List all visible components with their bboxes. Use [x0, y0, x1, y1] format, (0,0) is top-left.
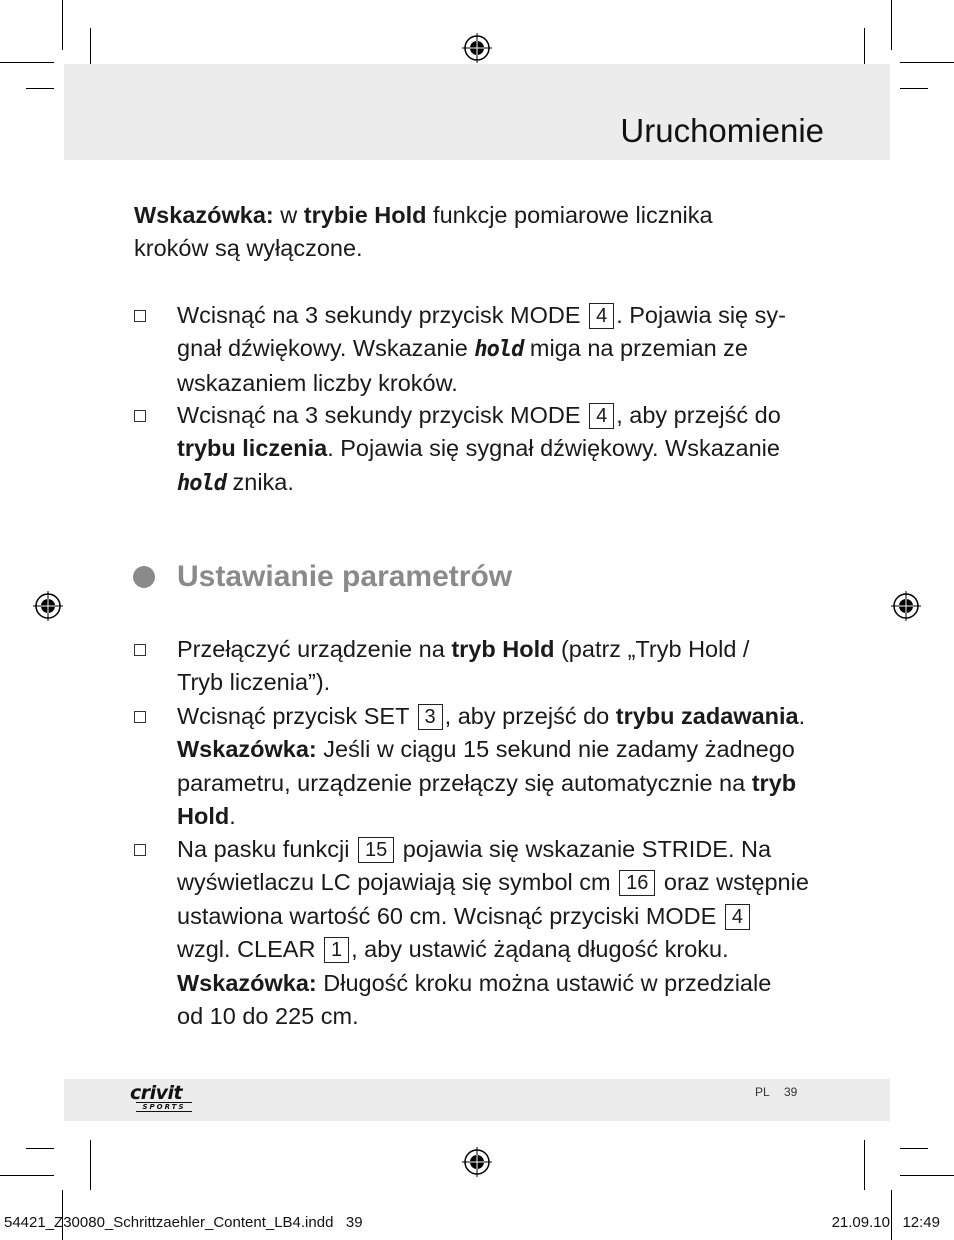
checkbox-bullet-icon — [134, 310, 146, 322]
checkbox-bullet-icon — [134, 644, 146, 656]
lcd-hold-symbol: hold — [474, 337, 524, 363]
text: Jeśli w ciągu 15 sekund nie zadamy żadnego — [316, 736, 795, 763]
text: , aby przejść do — [616, 402, 781, 428]
registration-mark-icon — [462, 33, 492, 63]
text: wskazaniem liczby kroków. — [177, 369, 458, 396]
text: parametru, urządzenie przełączy się automatycznie na — [177, 769, 752, 796]
text: ustawiona wartość 60 cm. Wcisnąć przyciski MODE — [177, 902, 723, 929]
date-time-slug: 21.09.10 12:49 — [831, 1214, 940, 1231]
text: . Pojawia się sygnał dźwiękowy. Wskazanie — [327, 435, 780, 462]
note-text: kroków są wyłączone. — [134, 235, 363, 262]
text: pojawia się wskazanie STRIDE. Na — [396, 836, 772, 862]
text: oraz wstępnie — [657, 869, 809, 896]
note-label: Wskazówka: — [177, 736, 317, 763]
reference-number: 4 — [589, 303, 614, 329]
registration-mark-icon — [33, 591, 63, 621]
reference-number: 1 — [324, 937, 349, 963]
bold-text: trybu zadawania — [615, 703, 799, 729]
reference-number: 4 — [589, 403, 614, 429]
note-text: w — [273, 202, 304, 228]
page-number: 39 — [784, 1085, 798, 1099]
bold-text: tryb Hold — [451, 636, 555, 662]
text: Długość kroku można ustawić w przedziale — [316, 969, 772, 996]
logo-wordmark: crivit — [130, 1082, 183, 1104]
language-code: PL — [755, 1085, 770, 1099]
crop-mark — [62, 0, 63, 50]
registration-mark-icon — [891, 591, 921, 621]
brand-logo — [130, 1084, 192, 1112]
checkbox-bullet-icon — [134, 711, 146, 723]
text: gnał dźwiękowy. Wskazanie — [177, 335, 475, 362]
text: , aby ustawić żądaną długość kroku. — [351, 936, 729, 963]
section-bullet-icon — [133, 566, 155, 588]
checkbox-bullet-icon — [134, 844, 146, 856]
text: . Pojawia się sy- — [616, 302, 786, 328]
text: Przełączyć urządzenie na — [177, 636, 452, 662]
bold-text: Hold — [177, 803, 230, 830]
crop-mark — [891, 0, 892, 50]
list-item-text — [177, 299, 827, 400]
list-item-text — [177, 399, 827, 500]
file-slug: 54421_Z30080_Schrittzaehler_Content_LB4.indd 39 — [4, 1214, 363, 1231]
note-paragraph — [134, 199, 834, 266]
note-text: funkcje pomiarowe licznika — [426, 202, 713, 228]
text: Tryb liczenia”). — [177, 669, 331, 696]
page-title: Uruchomienie — [620, 112, 824, 149]
crop-mark — [26, 88, 54, 89]
text: wyświetlaczu LC pojawiają się symbol cm — [177, 869, 618, 896]
crop-mark — [26, 1148, 54, 1149]
crop-mark — [90, 1140, 91, 1190]
text: wzgl. CLEAR — [177, 936, 322, 963]
text: Wcisnąć na 3 sekundy przycisk MODE — [177, 302, 588, 328]
reference-number: 15 — [358, 837, 394, 863]
bold-text: trybu liczenia — [177, 435, 328, 462]
bold-text: tryb — [751, 769, 797, 796]
crop-mark — [900, 1175, 954, 1176]
text: . — [229, 803, 236, 830]
list-item-text — [177, 833, 827, 1033]
text: Wcisnąć na 3 sekundy przycisk MODE — [177, 402, 588, 428]
checkbox-bullet-icon — [134, 410, 146, 422]
section-heading: Ustawianie parametrów — [177, 560, 513, 593]
text: znika. — [225, 468, 294, 495]
text: miga na przemian ze — [523, 335, 749, 362]
text: (patrz „Tryb Hold / — [554, 636, 750, 662]
text: , aby przejść do — [444, 703, 616, 729]
note-bold: trybie Hold — [303, 202, 427, 228]
text: Wcisnąć przycisk SET — [177, 703, 416, 729]
text: . — [798, 703, 806, 729]
crop-mark — [900, 88, 928, 89]
text: Na pasku funkcji — [177, 836, 356, 862]
text: od 10 do 225 cm. — [177, 1003, 359, 1030]
note-label: Wskazówka: — [134, 202, 274, 228]
crop-mark — [864, 1140, 865, 1190]
reference-number: 16 — [619, 870, 655, 896]
logo-subtitle: SPORTS — [136, 1102, 192, 1112]
note-label: Wskazówka: — [177, 969, 317, 996]
crop-mark — [0, 1175, 54, 1176]
lcd-hold-symbol: hold — [177, 470, 226, 496]
list-item-text — [177, 633, 827, 700]
registration-mark-icon — [462, 1147, 492, 1177]
reference-number: 4 — [725, 904, 750, 930]
crop-mark — [900, 1148, 928, 1149]
crop-mark — [0, 62, 54, 63]
crop-mark — [900, 62, 954, 63]
reference-number: 3 — [418, 704, 443, 730]
list-item-text — [177, 700, 827, 834]
